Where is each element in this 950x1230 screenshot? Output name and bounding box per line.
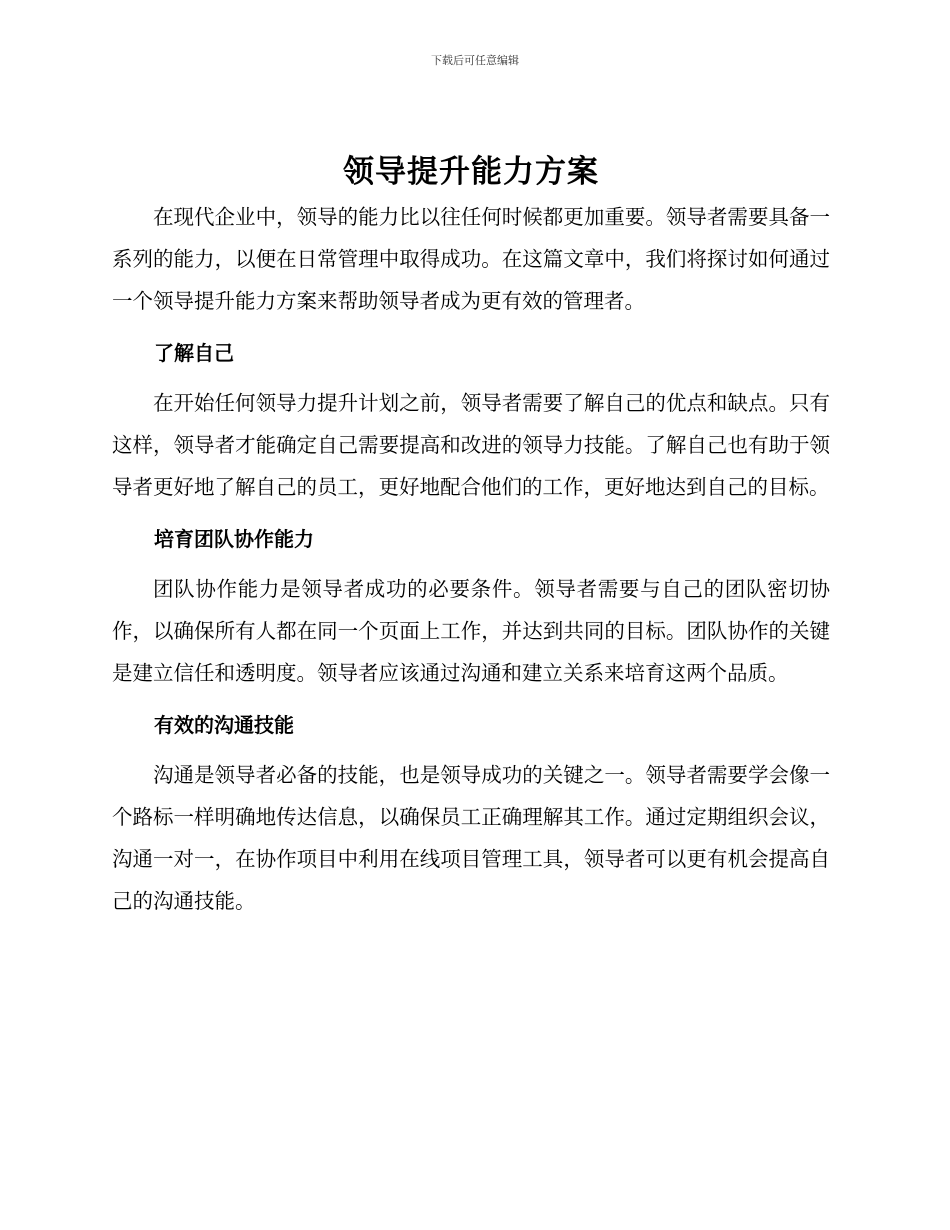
document-body [112,148,830,922]
section-heading-teamwork: 培育团队协作能力 [154,527,314,551]
intro-paragraph: 在现代企业中，领导的能力比以往任何时候都更加重要。领导者需要具备一系列的能力，以便在日常管理中取得成功。在这篇文章中，我们将探讨如何通过一个领导提升能力方案来帮助领导者成为更有效的管理者。 [112,205,830,313]
section-heading-communication: 有效的沟通技能 [154,713,294,737]
section-body-know-yourself: 在开始任何领导力提升计划之前，领导者需要了解自己的优点和缺点。只有这样，领导者才能确定自己需要提高和改进的领导力技能。了解自己也有助于领导者更好地了解自己的员工，更好地配合他们的工作，更好地达到自己的目标。 [112,391,830,499]
section-body-teamwork: 团队协作能力是领导者成功的必要条件。领导者需要与自己的团队密切协作，以确保所有人都在同一个页面上工作，并达到共同的目标。团队协作的关键是建立信任和透明度。领导者应该通过沟通和建立关系来培育这两个品质。 [112,577,830,685]
section-heading-know-yourself: 了解自己 [154,341,234,365]
document-title: 领导提升能力方案 [343,154,599,190]
section-body-communication: 沟通是领导者必备的技能，也是领导成功的关键之一。领导者需要学会像一个路标一样明确地传达信息，以确保员工正确理解其工作。通过定期组织会议，沟通一对一，在协作项目中利用在线项目管理工具，领导者可以更有机会提高自己的沟通技能。 [112,763,830,913]
page-header-note: 下载后可任意编辑 [431,54,519,67]
